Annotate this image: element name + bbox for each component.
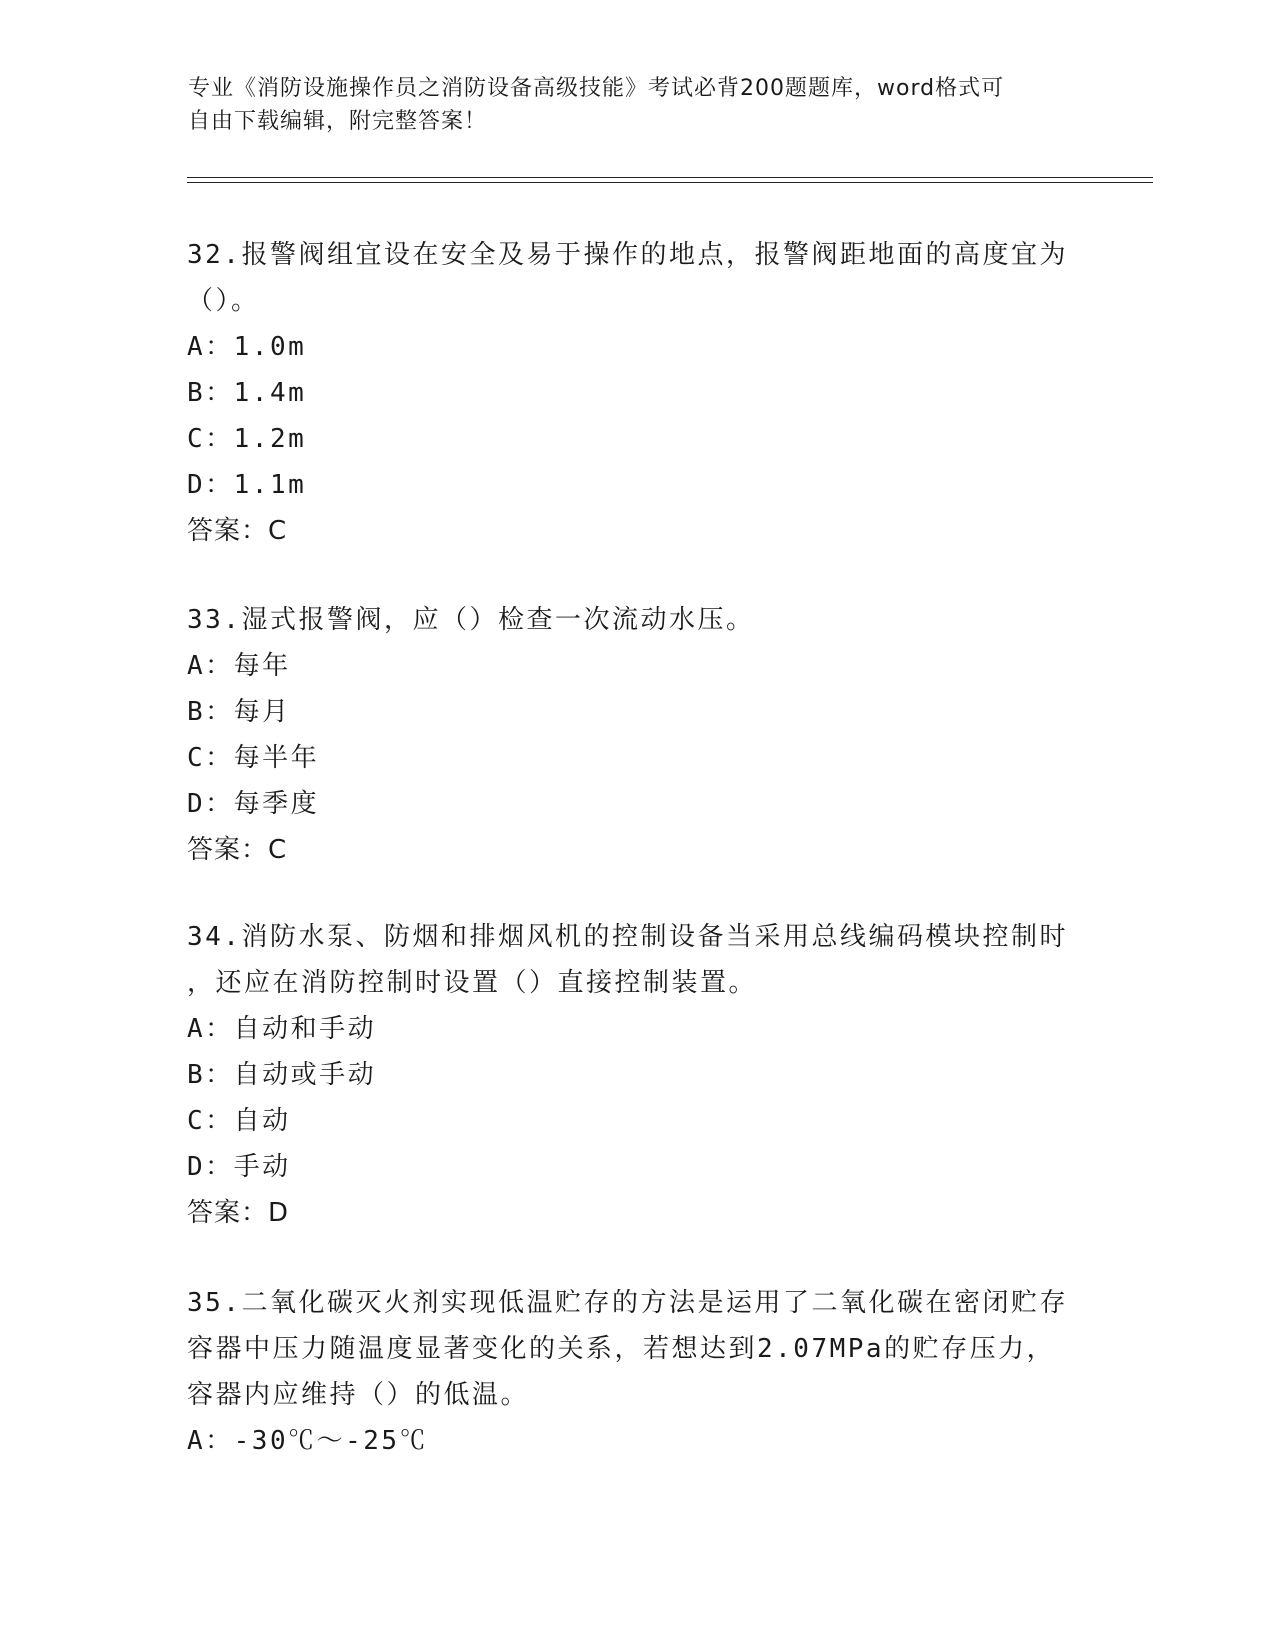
question-stem [187,914,1087,1006]
question-stem-line: 35.二氧化碳灭火剂实现低温贮存的方法是运用了二氧化碳在密闭贮存 [187,1288,1068,1318]
question-stem-line: 34.消防水泵、防烟和排烟风机的控制设备当采用总线编码模块控制时 [187,922,1068,952]
option-b: B：每月 [187,697,291,727]
header-line-2: 自由下载编辑，附完整答案！ [188,109,488,134]
question-stem [187,232,1087,324]
question-stem-line: 容器内应维持（）的低温。 [187,1380,530,1410]
option-d: D：手动 [187,1152,291,1182]
header-divider-bottom [187,182,1153,183]
header-line-1: 专业《消防设施操作员之消防设备高级技能》考试必背200题题库，word格式可 [188,76,1005,101]
option-c: C：1.2m [187,424,307,454]
option-b: B：自动或手动 [187,1060,377,1090]
answer: 答案：D [187,1198,290,1228]
answer: 答案：C [187,516,288,546]
option-b: B：1.4m [187,378,307,408]
option-c: C：每半年 [187,743,320,773]
question-stem [187,1280,1087,1418]
option-d: D：1.1m [187,470,307,500]
option-a: A：1.0m [187,332,307,362]
option-a: A：自动和手动 [187,1014,377,1044]
question-stem [187,597,1087,643]
document-header [188,72,1068,138]
option-d: D：每季度 [187,789,320,819]
question-32 [187,232,1087,554]
question-35 [187,1280,1087,1464]
option-c: C：自动 [187,1106,291,1136]
option-a: A：每年 [187,651,291,681]
question-stem-line: 33.湿式报警阀，应（）检查一次流动水压。 [187,605,755,635]
option-a: A：-30℃～-25℃ [187,1426,429,1456]
question-stem-line: （）。 [187,286,260,316]
question-33 [187,597,1087,873]
question-stem-line: 容器中压力随温度显著变化的关系，若想达到2.07MPa的贮存压力， [187,1334,1056,1364]
question-34 [187,914,1087,1236]
question-stem-line: 32.报警阀组宜设在安全及易于操作的地点，报警阀距地面的高度宜为 [187,240,1068,270]
question-stem-line: ，还应在消防控制时设置（）直接控制装置。 [187,968,758,998]
answer: 答案：C [187,835,288,865]
header-divider-top [187,177,1153,178]
